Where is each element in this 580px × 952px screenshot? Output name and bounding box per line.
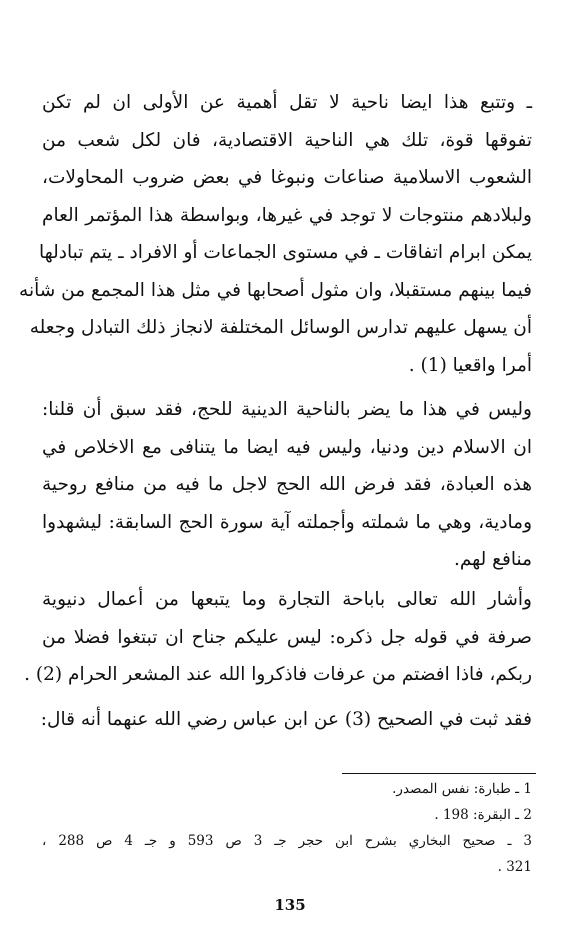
footnotes	[42, 776, 532, 880]
text-line: تفوقها قوة، تلك هي الناحية الاقتصادية، فان لكل شعب من	[42, 129, 532, 151]
text-line: وأشار الله تعالى باباحة التجارة وما يتبعها من أعمال دنيوية	[42, 589, 532, 610]
footnote-separator	[342, 773, 536, 774]
text-line: يمكن ابرام اتفاقات ـ في مستوى الجماعات أو الافراد ـ يتم تبادلها	[38, 242, 532, 263]
text-line: ومادية، وهي ما شملته وأجملته آية سورة الحج السابقة: ليشهدوا	[42, 511, 532, 533]
footnote-3-continuation: 321 .	[497, 859, 532, 875]
paragraph-religious-aspect	[42, 391, 532, 579]
text-line: أن يسهل عليهم تدارس الوسائل المختلفة لانجاز ذلك التبادل وجعله	[29, 317, 532, 338]
text-line: أمرا واقعيا (1) .	[408, 354, 532, 376]
text-line: هذه العبادة، فقد فرض الله الحج لاجل ما فيه من منافع روحية	[42, 474, 532, 495]
paragraph-economic-aspect	[19, 84, 532, 384]
text-line: فيما بينهم مستقبلا، وان مثول أصحابها في مثل هذا المجمع من شأنه	[19, 279, 532, 301]
text-line: ربكم، فاذا افضتم من عرفات فاذكروا الله عند المشعر الحرام (2) .	[24, 664, 532, 685]
page-number: 135	[274, 896, 306, 914]
footnote-2: 2 ـ البقرة: 198 .	[434, 807, 532, 823]
paragraph-trade-permission	[24, 581, 532, 694]
text-line: صرفة في قوله جل ذكره: ليس عليكم جناح ان تبتغوا فضلا من	[42, 626, 532, 648]
text-line: منافع لهم.	[453, 549, 532, 570]
footnote-3: 3 ـ صحيح البخاري بشرح ابن حجر جـ 3 ص 593 و جـ 4 ص 288 ،	[42, 833, 533, 849]
footnote-1: 1 ـ طبارة: نفس المصدر.	[392, 781, 532, 797]
text-line: ـ وتتبع هذا ايضا ناحية لا تقل أهمية عن الأولى ان لم تكن	[42, 92, 532, 113]
text-line: فقد ثبت في الصحيح (3) عن ابن عباس رضي الله عنهما أنه قال:	[40, 709, 532, 730]
text-line: ان الاسلام دين ودنيا، وليس فيه ايضا ما يتنافى مع الاخلاص في	[42, 436, 532, 458]
paragraph-ibn-abbas	[42, 701, 532, 739]
text-line: وليس في هذا ما يضر بالناحية الدينية للحج، فقد سبق أن قلنا:	[42, 399, 532, 420]
text-line: الشعوب الاسلامية صناعات ونبوغا في بعض ضروب المحاولات،	[42, 167, 532, 188]
text-line: ولبلادهم منتوجات لا توجد في غيرها، وبواسطة هذا المؤتمر العام	[42, 204, 532, 226]
